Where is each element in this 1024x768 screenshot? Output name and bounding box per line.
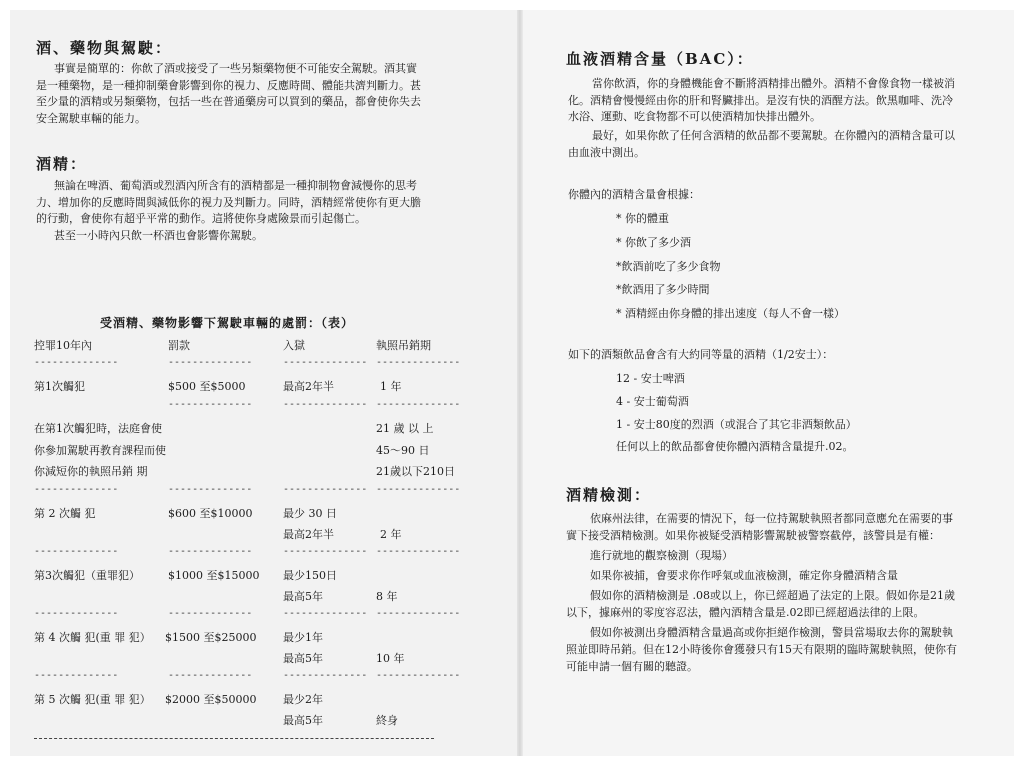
border-bottom xyxy=(0,756,1024,768)
divider: -------------- xyxy=(283,484,368,495)
divider: -------------- xyxy=(283,357,368,368)
test-line: 進行就地的觀察檢測（現場） xyxy=(590,549,733,562)
col-header-offense: 控罪10年內 xyxy=(34,339,92,352)
divider: -------------- xyxy=(168,546,253,557)
heading-alcohol: 酒精： xyxy=(36,155,88,173)
paragraph-best xyxy=(568,128,998,161)
note-line: 在第1次觸犯時，法庭會使 xyxy=(34,422,162,435)
border-left xyxy=(0,0,10,768)
offense2-label: 第 2 次觸 犯 xyxy=(34,507,96,520)
offense3-label: 第3次觸犯（重罪犯） xyxy=(34,569,140,582)
divider: -------------- xyxy=(168,357,253,368)
offense3-license: 8 年 xyxy=(376,590,398,603)
offense1-license: 1 年 xyxy=(380,380,402,393)
offense1-jail: 最高2年半 xyxy=(283,380,334,393)
test-line: 以下，據麻州的零度容忍法，體內酒精含量是.02即已經超過法律的上限。 xyxy=(566,606,925,619)
list-item: *飲酒用了多少時間 xyxy=(616,283,710,296)
test-line: 照並即時吊銷。但在12小時後你會獲發只有15天有限期的臨時駕駛執照，使你有 xyxy=(566,643,957,656)
divider: -------------- xyxy=(283,546,368,557)
divider: -------------- xyxy=(168,608,253,619)
divider: -------------- xyxy=(376,608,461,619)
test-line: 假如你的酒精檢測是 .08或以上，你已經超過了法定的上限。假如你是21歲 xyxy=(590,589,955,602)
divider: -------------- xyxy=(283,399,368,410)
heading-alcohol-test: 酒精檢測： xyxy=(566,486,652,504)
table-bottom-rule xyxy=(34,738,434,739)
col-header-jail: 入獄 xyxy=(283,339,305,352)
divider: -------------- xyxy=(376,357,461,368)
note-license: 21歲以下210日 xyxy=(376,465,455,478)
border-top xyxy=(0,0,1024,10)
paragraph-intro xyxy=(36,61,496,127)
divider: -------------- xyxy=(376,670,461,681)
test-line: 實下接受酒精檢測。如果你被疑受酒精影響駕駛被警察截停，該警員是有權： xyxy=(566,529,940,542)
col-header-fine: 罰款 xyxy=(168,339,190,352)
divider: -------------- xyxy=(34,484,119,495)
offense5-jail-max: 最高5年 xyxy=(283,714,323,727)
test-line: 依麻州法律，在需要的情況下，每一位持駕駛執照者都同意應允在需要的事 xyxy=(590,512,953,525)
offense3-fine: $1000 至$15000 xyxy=(168,569,260,582)
list-item: 12 - 安士啤酒 xyxy=(616,372,685,385)
para2-line: 甚至一小時內只飲一杯酒也會影響你駕駛。 xyxy=(54,228,263,242)
para2-line: 無論在啤酒、葡萄酒或烈酒內所含有的酒精都是一種抑制物會減慢你的思考 xyxy=(54,179,417,192)
paragraph-bac xyxy=(568,76,998,126)
divider: -------------- xyxy=(376,484,461,495)
offense4-jail-max: 最高5年 xyxy=(283,652,323,665)
para1-line: 至少量的酒精或另類藥物，包括一些在普通藥房可以買到的藥品，都會使你失去 xyxy=(36,95,421,108)
offense1-label: 第1次觸犯 xyxy=(34,380,85,393)
test-line: 如果你被捕，會要求你作呼氣或血液檢測，確定你身體酒精含量 xyxy=(590,569,898,582)
heading-alcohol-drugs-driving: 酒、藥物與駕駛： xyxy=(36,39,173,57)
offense5-fine: $2000 至$50000 xyxy=(165,693,257,706)
divider: -------------- xyxy=(34,357,119,368)
col-header-license: 執照吊銷期 xyxy=(376,339,431,352)
offense5-label: 第 5 次觸 犯(重 罪 犯） xyxy=(34,693,151,706)
list-item: * 酒精經由你身體的排出速度（每人不會一樣） xyxy=(616,307,845,320)
divider: -------------- xyxy=(168,484,253,495)
note-line: 你減短你的執照吊銷 期 xyxy=(34,465,148,478)
para2-line: 的行動，會使你有超乎平常的動作。這將使你身處險景而引起傷亡。 xyxy=(36,212,366,225)
test-line: 可能申請一個有關的聽證。 xyxy=(566,660,698,673)
best-line: 由血液中測出。 xyxy=(568,145,645,159)
paragraph-alcohol xyxy=(36,178,496,244)
offense5-license: 終身 xyxy=(376,714,398,727)
list-item: * 你飲了多少酒 xyxy=(616,236,691,249)
divider: -------------- xyxy=(283,608,368,619)
list-item: 4 - 安士葡萄酒 xyxy=(616,395,689,408)
divider: -------------- xyxy=(376,546,461,557)
offense4-license: 10 年 xyxy=(376,652,405,665)
offense3-jail-max: 最高5年 xyxy=(283,590,323,603)
divider: -------------- xyxy=(168,399,253,410)
penalty-table-title: 受酒精、藥物影響下駕駛車輛的處罰：（表） xyxy=(100,316,355,330)
paragraph-test xyxy=(566,510,1002,675)
bac-line: 當你飲酒，你的身體機能會不斷將酒精排出體外。酒精不會像食物一樣被消 xyxy=(592,77,955,90)
offense2-license: 2 年 xyxy=(380,528,402,541)
page-fold xyxy=(517,0,523,768)
offense3-jail-min: 最少150日 xyxy=(283,569,337,582)
note-line: 你參加駕駛再教育課程而使 xyxy=(34,444,166,457)
heading-bac: 血液酒精含量（BAC）： xyxy=(566,50,754,68)
offense2-jail-min: 最少 30 日 xyxy=(283,507,337,520)
divider: -------------- xyxy=(34,670,119,681)
divider: -------------- xyxy=(34,608,119,619)
divider: -------------- xyxy=(283,670,368,681)
list-item: 任何以上的飲品都會使你體內酒精含量提升.02。 xyxy=(616,440,854,453)
note-license: 21 歲 以 上 xyxy=(376,422,434,435)
offense4-fine: $1500 至$25000 xyxy=(165,631,257,644)
list-item: 1 - 安士80度的烈酒（或混合了其它非酒類飲品） xyxy=(616,418,857,431)
test-line: 假如你被測出身體酒精含量過高或你拒絕作檢測，警員當場取去你的駕駛執 xyxy=(590,626,953,639)
best-line: 最好，如果你飲了任何含酒精的飲品都不要駕駛。在你體內的酒精含量可以 xyxy=(592,129,955,142)
note-license: 45～90 日 xyxy=(376,444,430,457)
offense1-fine: $500 至$5000 xyxy=(168,380,246,393)
list-item: * 你的體重 xyxy=(616,212,669,225)
para1-line: 安全駕駛車輛的能力。 xyxy=(36,111,146,125)
equiv-intro: 如下的酒類飲品會含有大約同等量的酒精（1/2安士）： xyxy=(568,348,834,361)
offense5-jail-min: 最少2年 xyxy=(283,693,323,706)
list-item: *飲酒前吃了多少食物 xyxy=(616,260,721,273)
divider: -------------- xyxy=(34,546,119,557)
border-right xyxy=(1014,0,1024,768)
offense2-jail-max: 最高2年半 xyxy=(283,528,334,541)
divider: -------------- xyxy=(168,670,253,681)
offense4-jail-min: 最少1年 xyxy=(283,631,323,644)
para2-line: 力、增加你的反應時間與減低你的視力及判斷力。同時，酒精經常使你有更大膽 xyxy=(36,195,421,209)
para1-line: 事實是簡單的：你飲了酒或接受了一些另類藥物便不可能安全駕駛。酒其實 xyxy=(54,62,417,75)
divider: -------------- xyxy=(376,399,461,410)
bac-line: 水浴、運動、吃食物都不可以使酒精加快排出體外。 xyxy=(568,110,821,123)
bac-line: 化。酒精會慢慢經由你的肝和腎臟排出。是沒有快的酒醒方法。飲黑咖啡、洗冷 xyxy=(568,93,953,107)
offense4-label: 第 4 次觸 犯(重 罪 犯） xyxy=(34,631,151,644)
para1-line: 是一種藥物，是一種抑制藥會影響到你的視力、反應時間、體能共濟判斷力。甚 xyxy=(36,78,421,92)
factors-intro: 你體內的酒精含量會根據： xyxy=(568,188,700,201)
offense2-fine: $600 至$10000 xyxy=(168,507,253,520)
